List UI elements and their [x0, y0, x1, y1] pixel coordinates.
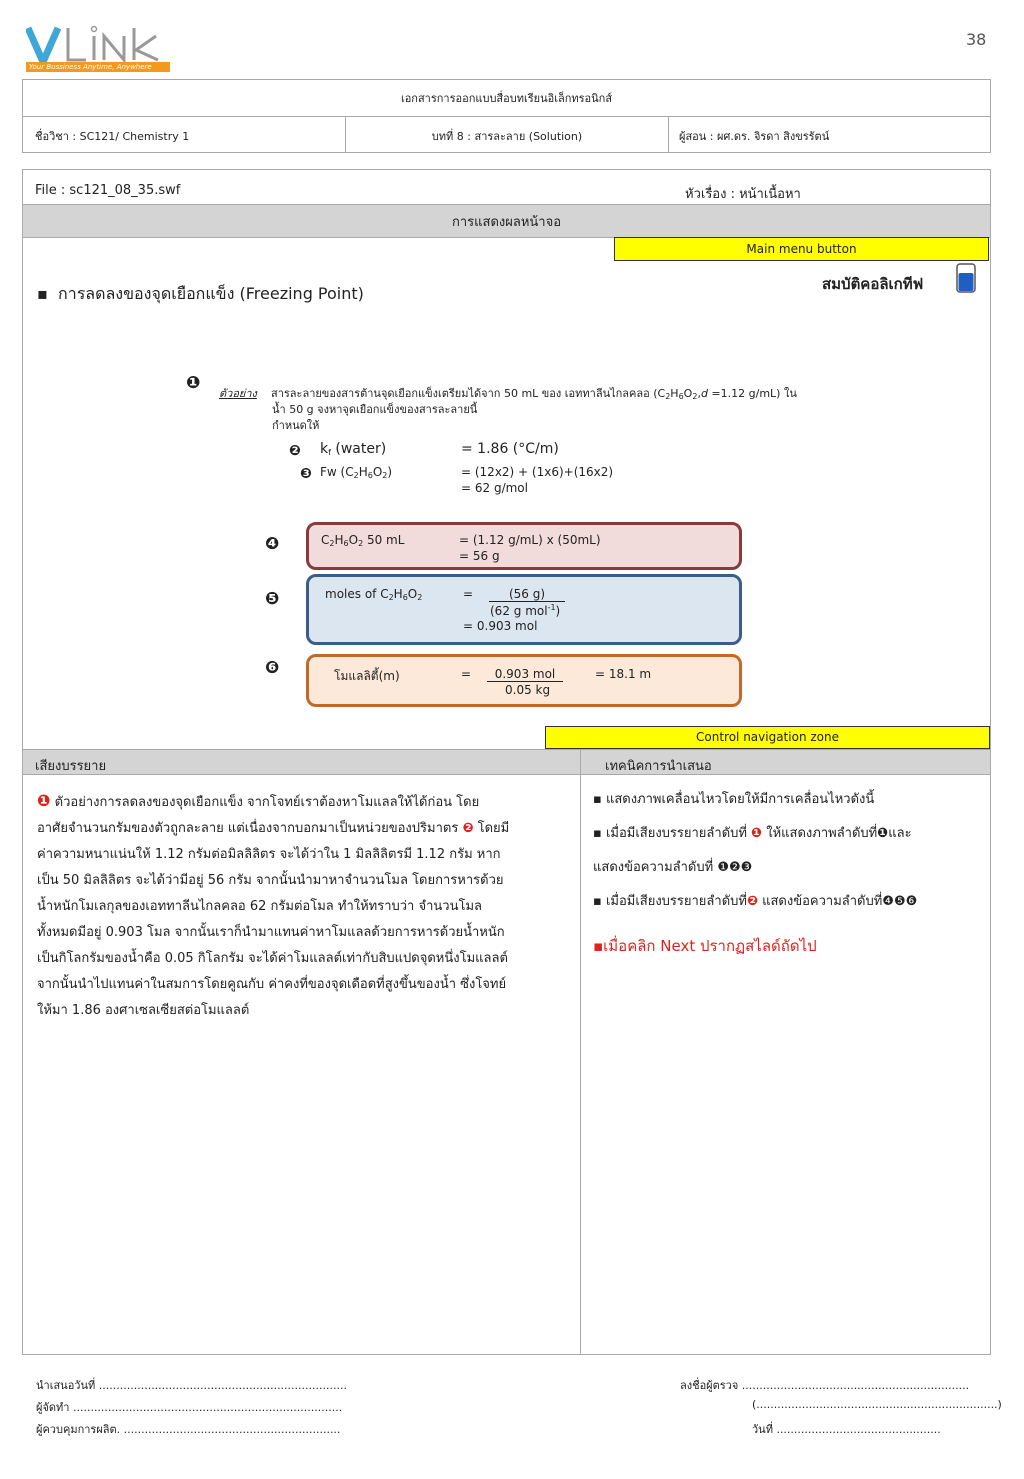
step5-eq-2: = 0.903 mol: [463, 619, 538, 633]
narration-text: [37, 788, 572, 1024]
beaker-icon: [954, 261, 978, 295]
heading-bullet: ▪: [37, 284, 59, 303]
kf-k: k: [320, 441, 329, 457]
topic-label: หัวเรื่อง : หน้าเนื้อหา: [685, 187, 801, 202]
footer-paren: (.....................................................................): [752, 1398, 1002, 1411]
technique-marker-2: ❶: [751, 826, 763, 841]
step6-eq: =: [461, 667, 472, 681]
technique-line-3: แสดงข้อความลำดับที่ ❶❷❸: [593, 860, 753, 875]
step4-eq-2: = 56 g: [459, 549, 500, 563]
technique-line-2a: ▪ เมื่อมีเสียงบรรยายลำดับที่: [593, 826, 752, 841]
step4-label-c: C: [321, 533, 330, 547]
page-heading: [37, 282, 364, 307]
example-text-1: สารละลายของสารต้านจุดเยือกแข็งเตรียมได้จาก 50 mL ของ เอททาลีนไกลคลอ (C: [271, 387, 666, 400]
technique-line-2d: และ: [888, 826, 912, 841]
step5-den-sup: -1: [547, 603, 556, 612]
step5-den-text: (62 g mol: [490, 604, 548, 618]
technique-line-5: ▪เมื่อคลิก Next ปรากฏสไลด์ถัดไป: [593, 937, 817, 955]
fw-value-2: = 62 g/mol: [461, 481, 528, 495]
technique-marker-2c: ❶: [877, 826, 889, 841]
step5-box: [306, 574, 742, 645]
example-line-3: กำหนดให้: [272, 419, 320, 432]
narration-marker-2: ❷: [462, 821, 474, 836]
narration-line-2a: อาศัยจำนวนกรัมของตัวถูกละลาย แต่เนื่องจากบอกมาเป็นหน่วยของปริมาตร: [37, 821, 463, 836]
narration-line-1-text: ตัวอย่างการลดลงของจุดเยือกแข็ง จากโจทย์เราต้องหาโมแลลให้ได้ก่อน โดย: [50, 795, 480, 810]
step6-box: [306, 654, 742, 707]
technique-line-4: [593, 885, 988, 919]
fw-text: Fw (C: [320, 465, 354, 479]
main-menu-button[interactable]: Main menu button: [614, 237, 989, 261]
page-number: 38: [966, 30, 987, 49]
technique-line-4b: แสดงข้อความลำดับที่❹❺❻: [757, 894, 918, 909]
narration-line-5: น้ำหนักโมเลกุลของเอททาลีนไกลคลอ 62 กรัมต่อโมล ทำให้ทราบว่า จำนวนโมล: [37, 899, 483, 914]
step5-numerator: (56 g): [489, 587, 565, 602]
header-table: [22, 79, 991, 153]
column-divider: [580, 749, 581, 1355]
document-title: เอกสารการออกแบบสื่อบทเรียนอิเล็กทรอนิกส์: [400, 92, 613, 105]
fw-marker: ❸: [300, 466, 312, 482]
narration-line-2: [37, 816, 572, 842]
step5-label-text: moles of C: [325, 587, 389, 601]
technique-text: [593, 783, 988, 963]
technique-line-2: [593, 817, 988, 851]
narration-header: เสียงบรรยาย: [35, 759, 107, 774]
step5-den-tail: ): [555, 604, 561, 618]
logo-tagline: Your Bussiness Anytime, Anywhere: [26, 62, 170, 72]
example-line-2: น้ำ 50 g จงหาจุดเยือกแข็งของสารละลายนี้: [272, 403, 478, 416]
heading-text: การลดลงของจุดเยือกแข็ง (Freezing Point): [58, 284, 364, 303]
footer-presented: นำเสนอวันที่ .......................................................................: [36, 1379, 347, 1392]
narration-line-2b: โดยมี: [473, 821, 510, 836]
step4-label: $C_2H_6O_2$ 50 mL: [321, 533, 405, 548]
narration-marker-1: ❶: [37, 791, 51, 810]
example-text-1f: =1.12 g/mL) ใน: [707, 387, 797, 400]
narration-line-1: [37, 788, 572, 816]
vlink-logo: [26, 24, 171, 74]
step6-result: = 18.1 m: [595, 667, 652, 681]
technique-line-2b: ให้แสดงภาพลำดับที่: [762, 826, 878, 841]
course-name: ชื่อวิชา : SC121/ Chemistry 1: [35, 129, 190, 143]
example-text-1b: H: [670, 387, 679, 400]
step6-label: โมแลลิตี้(m): [334, 669, 400, 683]
technique-spacer: [593, 919, 988, 929]
narration-line-6: ทั้งหมดมีอยู่ 0.903 โมล จากนั้นเราก็นำมาแทนค่าหาโมแลลด้วยการหารด้วยน้ำหนัก: [37, 925, 505, 940]
example-line-1: สารละลายของสารต้านจุดเยือกแข็งเตรียมได้จาก 50 mL ของ เอททาลีนไกลคลอ ($C_2H_6O_2,d =1.12$ g/mL) ใน: [271, 387, 797, 401]
kf-value: = 1.86 (°C/m): [461, 441, 559, 457]
control-navigation-zone[interactable]: Control navigation zone: [545, 726, 990, 749]
narration-line-9: ให้มา 1.86 องศาเซลเซียสต่อโมแลลต์: [37, 1003, 250, 1018]
step5-eq-1: =: [463, 587, 474, 601]
narration-line-3: ค่าความหนาแน่นให้ 1.12 กรัมต่อมิลลิลิตร จะได้ว่าใน 1 มิลลิลิตรมี 1.12 กรัม หาก: [37, 847, 501, 862]
file-name: File : sc121_08_35.swf: [35, 183, 181, 198]
instructor-name: ผู้สอน : ผศ.ดร. จิรดา สิงขรรัตน์: [679, 129, 830, 143]
technique-line-1: ▪ แสดงภาพเคลื่อนไหวโดยให้มีการเคลื่อนไหวดังนี้: [593, 792, 875, 807]
step4-marker: ❹: [265, 534, 280, 554]
fw-value-1: = (12x2) + (1x6)+(16x2): [461, 465, 614, 479]
example-text-1d: ,: [697, 387, 701, 400]
footer-supervisor: ผู้ควบคุมการผลิต. ..............................................................: [36, 1423, 341, 1436]
kf-sub: f: [328, 448, 331, 457]
footer-date: วันที่ ...............................................: [752, 1423, 941, 1436]
example-text-1c: O: [683, 387, 693, 400]
step6-numerator: 0.903 mol: [487, 667, 563, 682]
screen-section-bar: การแสดงผลหน้าจอ: [23, 204, 990, 238]
content-frame: [22, 169, 991, 1355]
footer-producer: ผู้จัดทำ .............................................................................: [36, 1401, 343, 1414]
step6-marker: ❻: [265, 658, 280, 678]
step4-eq-1: = (1.12 g/mL) x (50mL): [459, 533, 601, 547]
step5-label: moles of $C_2H_6O_2$: [325, 587, 423, 602]
example-marker: ❶: [186, 373, 201, 393]
example-label: ตัวอย่าง: [219, 387, 257, 400]
chapter-name: บทที่ 8 : สารละลาย (Solution): [431, 129, 583, 143]
fw-label: Fw $(C_2H_6O_2)$: [320, 465, 393, 480]
narration-line-8: จากนั้นนำไปแทนค่าในสมการโดยคูณกับ ค่าคงที่ของจุดเดือดที่สูงขึ้นของน้ำ ซึ่งโจทย์: [37, 977, 507, 992]
kf-label: [320, 441, 386, 457]
technique-header: เทคนิคการนำเสนอ: [605, 759, 712, 774]
step5-denominator: [490, 603, 560, 618]
footer-reviewer: ลงชื่อผู้ตรวจ .................................................................: [680, 1379, 970, 1392]
technique-marker-4: ❷: [746, 894, 758, 909]
narration-line-4: เป็น 50 มิลลิลิตร จะได้ว่ามีอยู่ 56 กรัม จากนั้นนำมาหาจำนวนโมล โดยการหารด้วย: [37, 873, 504, 888]
colligative-title: สมบัติคอลิเกทีฟ: [822, 275, 924, 293]
step6-denominator: 0.05 kg: [505, 683, 551, 697]
step4-label-tail: 50 mL: [363, 533, 405, 547]
technique-line-4a: ▪ เมื่อมีเสียงบรรยายลำดับที่: [593, 894, 747, 909]
lower-header-bar: [23, 749, 990, 775]
step5-marker: ❺: [265, 589, 280, 609]
kf-marker: ❷: [289, 443, 301, 459]
step4-box: [306, 522, 742, 570]
narration-line-7: เป็นกิโลกรัมของน้ำคือ 0.05 กิโลกรัม จะได้ค่าโมแลลต์เท่ากับสิบแปดจุดหนึ่งโมแลลต์: [37, 951, 508, 966]
example-text-1e: d: [700, 387, 708, 400]
kf-rest: (water): [330, 441, 387, 457]
